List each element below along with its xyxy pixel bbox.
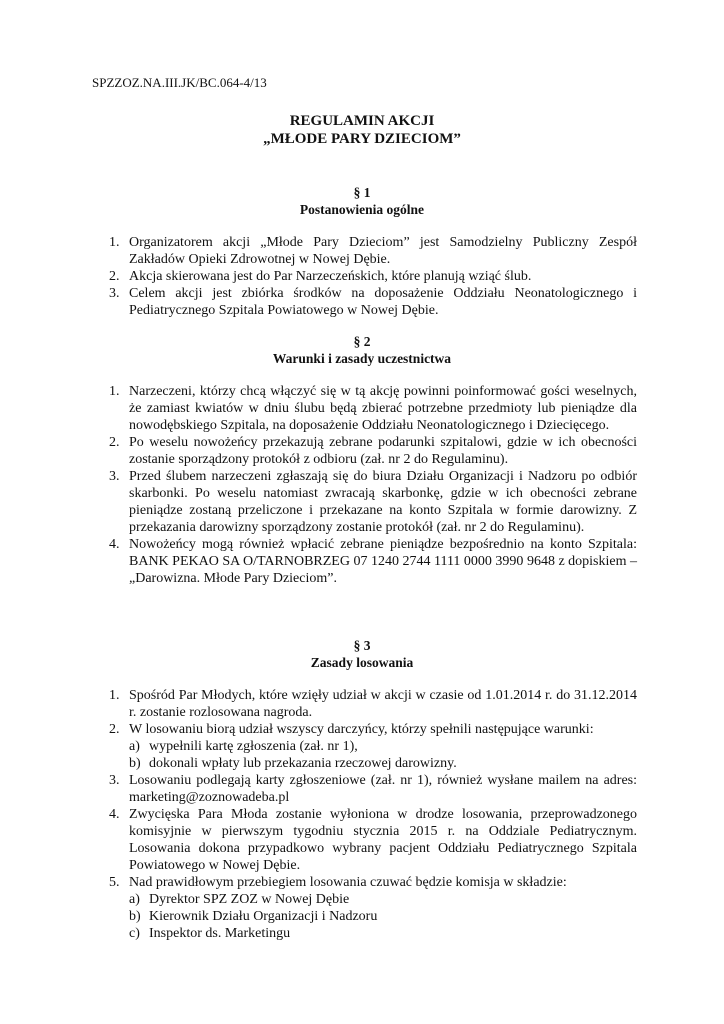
sub-item-letter: c): [129, 926, 140, 941]
item-number: 1.: [109, 384, 120, 399]
item-text: Akcja skierowana jest do Par Narzeczeńskich, które planują wziąć ślub.: [129, 269, 532, 284]
section-2-mark: § 2: [353, 334, 371, 349]
sub-list-item: [129, 755, 637, 772]
sub-item-text: Dyrektor SPZ ZOZ w Nowej Dębie: [149, 892, 350, 907]
section-3-mark: § 3: [353, 638, 371, 653]
item-text: Spośród Par Młodych, które wzięły udział w akcji w czasie od 1.01.2014 r. do 31.12.2014 r. zostanie rozlosowana nagroda.: [129, 688, 637, 720]
item-text: Po weselu nowożeńcy przekazują zebrane podarunki szpitalowi, gdzie w ich obecności zostanie sporządzony protokół z odbioru (zał. nr 2 do Regulaminu).: [129, 435, 637, 467]
item-text: W losowaniu biorą udział wszyscy darczyńcy, którzy spełnili następujące warunki:: [129, 722, 594, 737]
list-item: [109, 874, 637, 942]
section-2-heading: Warunki i zasady uczestnictwa: [272, 351, 452, 366]
sub-list-item: [129, 925, 637, 942]
item-text: Przed ślubem narzeczeni zgłaszają się do biura Działu Organizacji i Nadzoru po odbiór skarbonki. Po weselu natomiast zwracają skarbonkę, gdzie w ich obecności zebrane pieniądze zostaną przeliczone i przekazane na konto Szpitala w formie darowizny. Z przekazania darowizny sporządzony zostanie protokół (zał. nr 2 do Regulaminu).: [129, 469, 637, 535]
item-number: 3.: [109, 469, 120, 484]
item-number: 4.: [109, 537, 120, 552]
item-number: 3.: [109, 286, 120, 301]
sub-list: [129, 738, 637, 772]
list-item: [109, 468, 637, 536]
sub-item-letter: a): [129, 892, 140, 907]
sub-item-text: wypełnili kartę zgłoszenia (zał. nr 1),: [149, 739, 358, 754]
list-item: [109, 806, 637, 874]
item-number: 5.: [109, 875, 120, 890]
section-1-mark: § 1: [353, 185, 371, 200]
item-number: 4.: [109, 807, 120, 822]
sub-item-letter: b): [129, 756, 141, 771]
item-text: Narzeczeni, którzy chcą włączyć się w tą akcję powinni poinformować gości weselnych, że zamiast kwiatów w dniu ślubu będą zbierać potrzebne przedmioty lub pieniądze dla nowodębskiego Szpitala, na doposażenie Oddziału Neonatologicznego i Dziecięcego.: [129, 384, 637, 433]
section-2-list: [109, 383, 637, 587]
section-1-heading: Postanowienia ogólne: [299, 202, 425, 217]
sub-item-letter: a): [129, 739, 140, 754]
item-text: Organizatorem akcji „Młode Pary Dzieciom” jest Samodzielny Publiczny Zespół Zakładów Opieki Zdrowotnej w Nowej Dębie.: [129, 235, 637, 267]
list-item: [109, 268, 637, 285]
item-text: Nad prawidłowym przebiegiem losowania czuwać będzie komisja w składzie:: [129, 875, 567, 890]
list-item: [109, 536, 637, 587]
document-title-line1: REGULAMIN AKCJI: [289, 113, 435, 129]
item-number: 1.: [109, 688, 120, 703]
sub-list-item: [129, 908, 637, 925]
item-text: Celem akcji jest zbiórka środków na doposażenie Oddziału Neonatologicznego i Pediatrycznego Szpitala Powiatowego w Nowej Dębie.: [129, 286, 637, 318]
list-item: [109, 285, 637, 319]
item-number: 1.: [109, 235, 120, 250]
section-3-heading: Zasady losowania: [310, 655, 414, 670]
item-number: 2.: [109, 435, 120, 450]
sub-item-text: Inspektor ds. Marketingu: [149, 926, 291, 941]
sub-item-letter: b): [129, 909, 141, 924]
sub-list-item: [129, 738, 637, 755]
list-item: [109, 772, 637, 806]
list-item: [109, 434, 637, 468]
document-title-line2: „MŁODE PARY DZIECIOM”: [263, 131, 461, 147]
list-item: [109, 721, 637, 772]
sub-list-item: [129, 891, 637, 908]
list-item: [109, 383, 637, 434]
document-reference: SPZZOZ.NA.III.JK/BC.064-4/13: [92, 75, 267, 90]
section-3-list: [109, 687, 637, 942]
list-item: [109, 687, 637, 721]
item-text: Nowożeńcy mogą również wpłacić zebrane pieniądze bezpośrednio na konto Szpitala: BANK PEKAO SA O/TARNOBRZEG 07 1240 2744 1111 0000 3990 9648 z dopiskiem – „Darowizna. Młode Pary Dzieciom”.: [129, 537, 637, 586]
item-number: 2.: [109, 269, 120, 284]
list-item: [109, 234, 637, 268]
item-text: Losowaniu podlegają karty zgłoszeniowe (zał. nr 1), również wysłane mailem na adres: marketing@zoznowadeba.pl: [129, 773, 637, 805]
item-number: 2.: [109, 722, 120, 737]
section-1-list: [109, 234, 637, 319]
item-number: 3.: [109, 773, 120, 788]
sub-item-text: Kierownik Działu Organizacji i Nadzoru: [149, 909, 378, 924]
sub-list: [129, 891, 637, 942]
sub-item-text: dokonali wpłaty lub przekazania rzeczowej darowizny.: [149, 756, 457, 771]
item-text: Zwycięska Para Młoda zostanie wyłoniona w drodze losowania, przeprowadzonego komisyjnie w pierwszym tygodniu stycznia 2015 r. na Oddziale Pediatrycznym. Losowania dokona przypadkowo wybrany pacjent Oddziału Pediatrycznego Szpitala Powiatowego w Nowej Dębie.: [129, 807, 637, 873]
